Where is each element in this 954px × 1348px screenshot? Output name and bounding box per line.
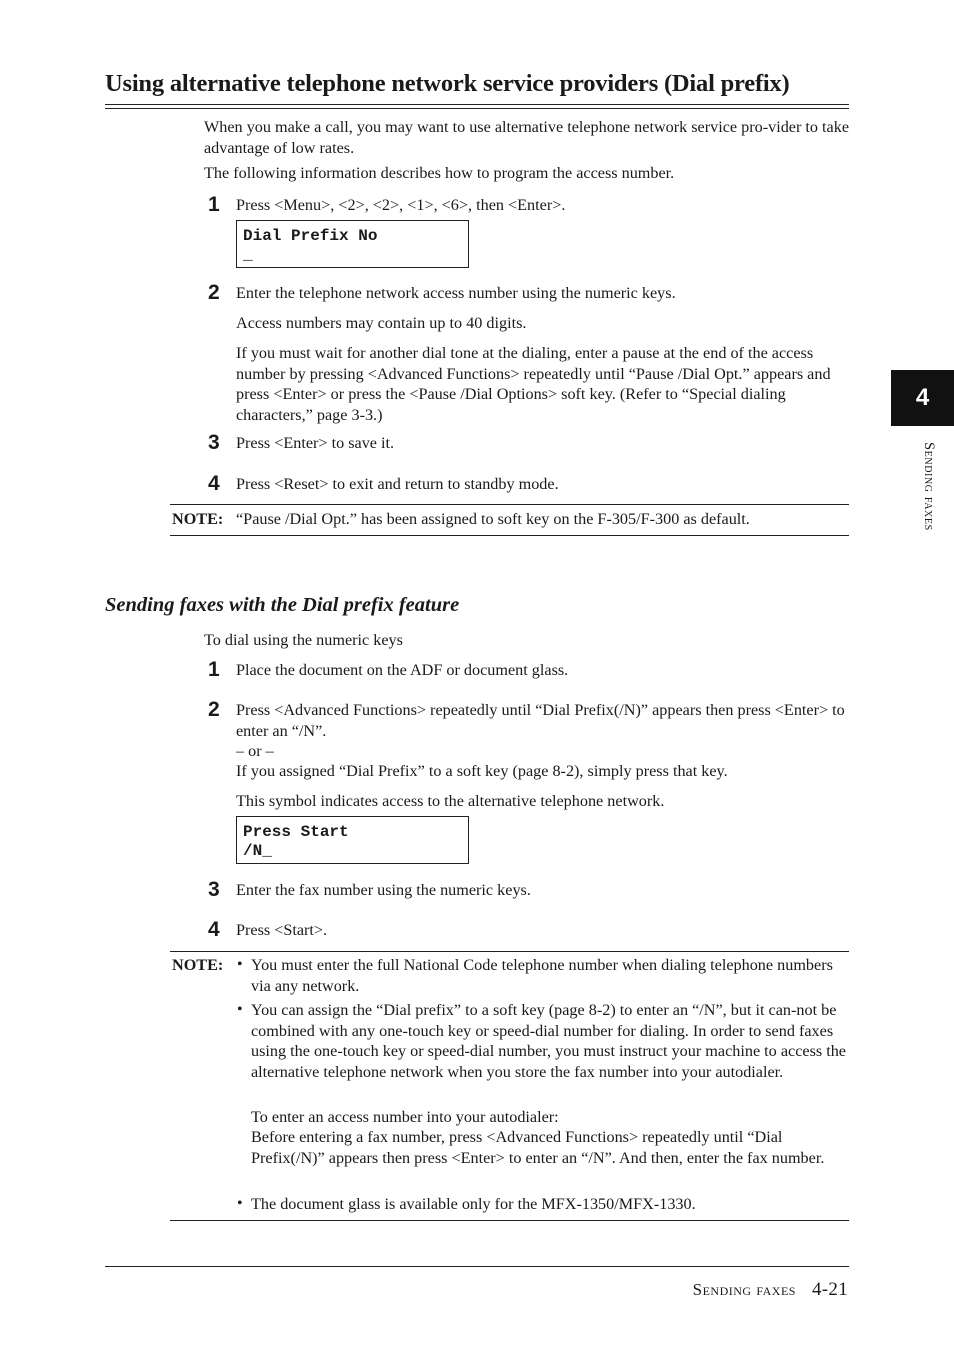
footer-rule xyxy=(105,1266,849,1267)
note-bottom-rule xyxy=(170,535,849,536)
step-number: 1 xyxy=(208,193,220,216)
lcd-display xyxy=(236,816,469,864)
title-rule-thick xyxy=(105,104,849,105)
note-bullet-text: You can assign the “Dial prefix” to a soft key (page 8-2) to enter an “/N”, but it can-not be combined with any one-touch key or speed-dial number for dialing. In order to send faxes using the one-touch key or speed-dial number, you must instruct your machine to access the alternative telephone network when you store the fax number into your autodialer. xyxy=(251,1001,846,1081)
step-number: 3 xyxy=(208,431,220,454)
step-or: – or – xyxy=(236,742,274,760)
section-heading: Sending faxes with the Dial prefix feature xyxy=(105,594,460,616)
chapter-tab: 4 xyxy=(891,370,954,426)
step-detail: If you assigned “Dial Prefix” to a soft key (page 8-2), simply press that key. xyxy=(236,762,728,780)
step-text: Press <Start>. xyxy=(236,921,328,939)
autodialer-title: To enter an access number into your autodialer: xyxy=(251,1108,559,1126)
bullet: • xyxy=(237,1195,243,1212)
bullet: • xyxy=(237,956,243,973)
step-text: Press <Advanced Functions> repeatedly until “Dial Prefix(/N)” appears then press <Enter> to enter an “/N”. xyxy=(236,701,845,740)
note-bullet-text: You must enter the full National Code telephone number when dialing telephone numbers via any network. xyxy=(251,956,833,995)
autodialer-text: Before entering a fax number, press <Advanced Functions> repeatedly until “Dial Prefix(/N)” appears then press <Enter> to enter an “/N”. And then, enter the fax number. xyxy=(251,1128,825,1167)
lcd-display xyxy=(236,220,469,268)
note-label: NOTE: xyxy=(172,956,224,974)
lcd-line-1: Dial Prefix No xyxy=(243,227,378,245)
step-text: Enter the fax number using the numeric keys. xyxy=(236,881,531,899)
note-top-rule xyxy=(170,504,849,505)
step-detail: This symbol indicates access to the alternative telephone network. xyxy=(236,792,665,810)
note-bullet-text: The document glass is available only for the MFX-1350/MFX-1330. xyxy=(251,1195,696,1213)
step-number: 3 xyxy=(208,878,220,901)
footer-section: Sending faxes xyxy=(692,1280,796,1299)
step-number: 4 xyxy=(208,918,220,941)
intro-paragraph-1: When you make a call, you may want to use alternative telephone network service pro-vider to take advantage of low rates. xyxy=(204,118,850,157)
note-text: “Pause /Dial Opt.” has been assigned to soft key on the F-305/F-300 as default. xyxy=(236,510,750,528)
lcd-line-1: Press Start xyxy=(243,823,349,841)
page-title: Using alternative telephone network service providers (Dial prefix) xyxy=(105,70,790,97)
note-bottom-rule xyxy=(170,1220,849,1221)
step-number: 2 xyxy=(208,698,220,721)
lcd-line-2: _ xyxy=(243,246,253,264)
step-text: Place the document on the ADF or document glass. xyxy=(236,661,569,679)
footer xyxy=(693,1279,848,1301)
title-rule-thin xyxy=(105,108,849,109)
intro-paragraph-2: The following information describes how to program the access number. xyxy=(204,164,675,182)
bullet: • xyxy=(237,1001,243,1018)
lcd-line-2: /N_ xyxy=(243,842,272,860)
note-top-rule xyxy=(170,951,849,952)
step-number: 4 xyxy=(208,472,220,495)
step-text: Press <Menu>, <2>, <2>, <1>, <6>, then <Enter>. xyxy=(236,196,566,214)
step-text: Press <Reset> to exit and return to standby mode. xyxy=(236,475,559,493)
step-number: 1 xyxy=(208,658,220,681)
step-detail: If you must wait for another dial tone at the dialing, enter a pause at the end of the access number by pressing <Advanced Functions> repeatedly until “Pause /Dial Opt.” appears and press <Enter> or press the <Pause /Dial Options> soft key. (Refer to “Special dialing characters,” page 3-3.) xyxy=(236,344,831,424)
page-number: 4-21 xyxy=(811,1279,848,1300)
step-text: Press <Enter> to save it. xyxy=(236,434,395,452)
step-text: Enter the telephone network access number using the numeric keys. xyxy=(236,284,676,302)
side-section-label: Sending faxes xyxy=(921,442,937,531)
section-lead: To dial using the numeric keys xyxy=(204,631,403,649)
step-number: 2 xyxy=(208,281,220,304)
note-label: NOTE: xyxy=(172,510,224,528)
step-detail: Access numbers may contain up to 40 digits. xyxy=(236,314,527,332)
